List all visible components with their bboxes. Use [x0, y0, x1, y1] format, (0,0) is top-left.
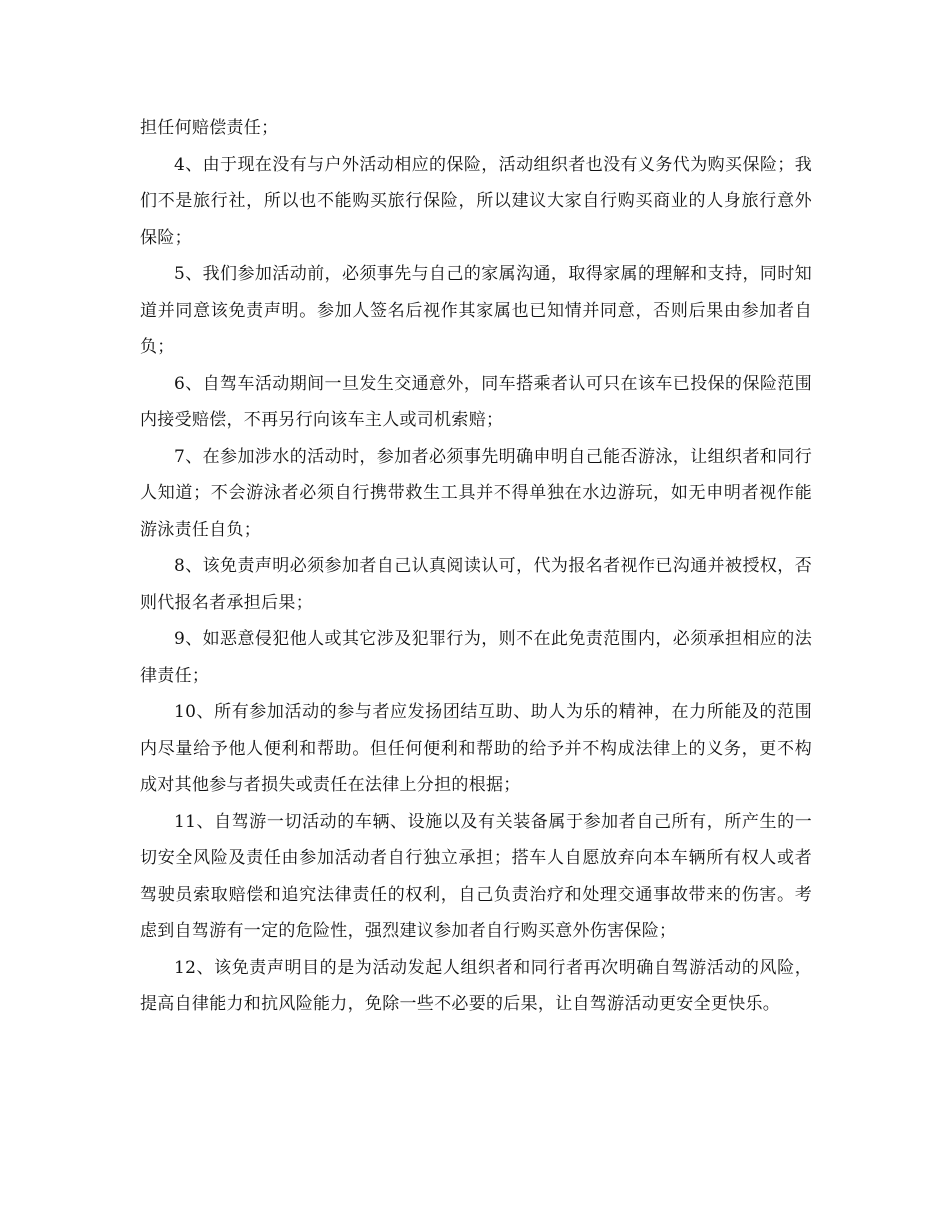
paragraph-item-11: 11、自驾游一切活动的车辆、设施以及有关装备属于参加者自己所有，所产生的一切安全风险及责任由参加活动者自行独立承担；搭车人自愿放弃向本车辆所有权人或者驾驶员索取赔偿和追究法律责任的权利，自己负责治疗和处理交通事故带来的伤害。考虑到自驾游有一定的危险性，强烈建议参加者自行购买意外伤害保险；	[140, 811, 812, 941]
paragraph-item-6: 6、自驾车活动期间一旦发生交通意外，同车搭乘者认可只在该车已投保的保险范围内接受赔偿，不再另行向该车主人或司机索赔；	[140, 373, 812, 430]
paragraph-item-4: 4、由于现在没有与户外活动相应的保险，活动组织者也没有义务代为购买保险；我们不是旅行社，所以也不能购买旅行保险，所以建议大家自行购买商业的人身旅行意外保险；	[140, 154, 812, 248]
paragraph-item-9: 9、如恶意侵犯他人或其它涉及犯罪行为，则不在此免责范围内，必须承担相应的法律责任；	[140, 629, 812, 686]
paragraph-item-10: 10、所有参加活动的参与者应发扬团结互助、助人为乐的精神，在力所能及的范围内尽量给予他人便利和帮助。但任何便利和帮助的给予并不构成法律上的义务，更不构成对其他参与者损失或责任在法律上分担的根据；	[140, 702, 812, 795]
paragraph-continuation: 担任何赔偿责任；	[140, 118, 279, 138]
paragraph-item-7: 7、在参加涉水的活动时，参加者必须事先明确申明自己能否游泳，让组织者和同行人知道；不会游泳者必须自行携带救生工具并不得单独在水边游玩，如无申明者视作能游泳责任自负；	[140, 446, 812, 540]
document-body	[140, 110, 812, 1023]
paragraph-item-8: 8、该免责声明必须参加者自己认真阅读认可，代为报名者视作已沟通并被授权，否则代报名者承担后果；	[140, 556, 812, 613]
paragraph-item-12: 12、该免责声明目的是为活动发起人组织者和同行者再次明确自驾游活动的风险，提高自律能力和抗风险能力，免除一些不必要的后果，让自驾游活动更安全更快乐。	[140, 957, 812, 1014]
paragraph-item-5: 5、我们参加活动前，必须事先与自己的家属沟通，取得家属的理解和支持，同时知道并同意该免责声明。参加人签名后视作其家属也已知情并同意，否则后果由参加者自负；	[140, 264, 812, 357]
